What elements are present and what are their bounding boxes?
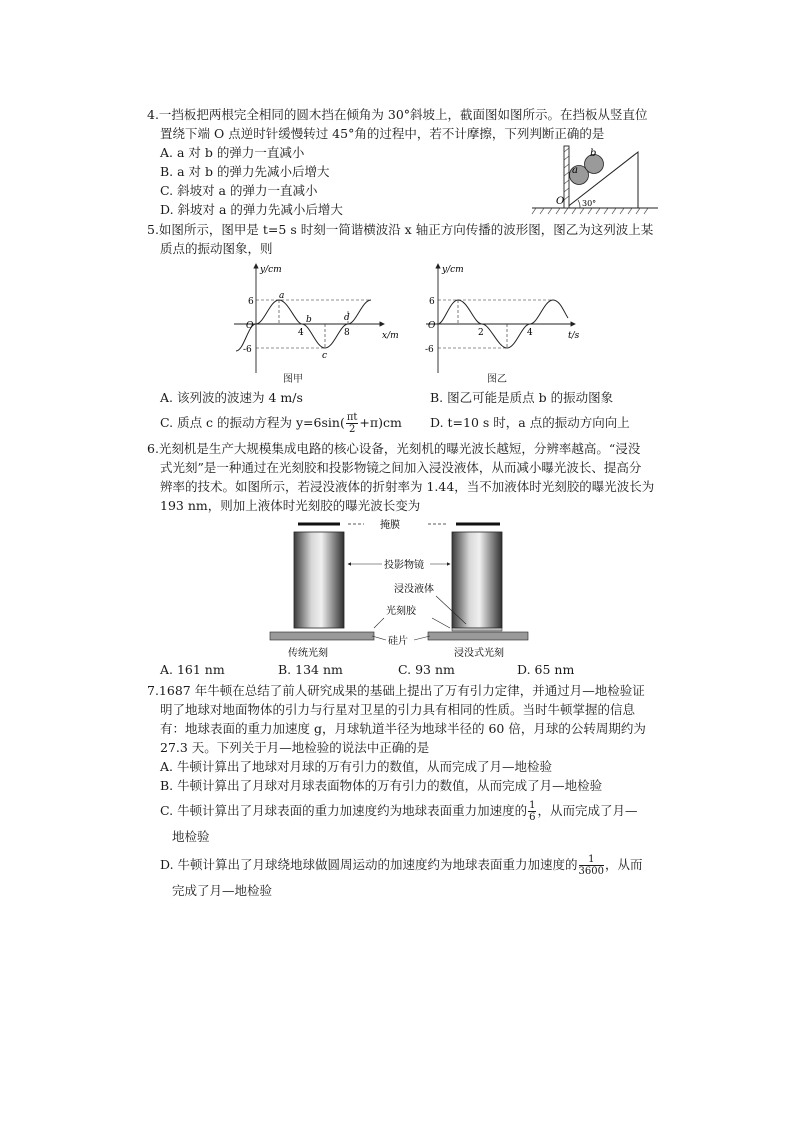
q4-option-c: C. 斜坡对 a 的弹力一直减小 — [160, 183, 318, 198]
q6-label-lens: 投影物镜 — [384, 560, 424, 571]
q5-jia-tick-minus-6: -6 — [243, 345, 252, 355]
q7-option-b: B. 牛顿计算出了月球对月球表面物体的万有引力的数值，从而完成了月—地检验 — [160, 778, 603, 793]
q5-option-c: C. 质点 c 的振动方程为 y=6sin( $\frac{\pi t}{2}$ +π)cm — [160, 412, 402, 435]
q6-wafer-left — [270, 632, 374, 640]
q6-label-mask: 掩膜 — [380, 520, 400, 531]
q6-caption-left: 传统光刻 — [288, 648, 328, 659]
q4-label-o: O — [556, 196, 565, 207]
q5-yi-ylabel: y/cm — [442, 265, 464, 275]
q7-option-d: D. 牛顿计算出了月球绕地球做圆周运动的加速度约为地球表面重力加速度的 $\frac{1}{3600}$ ，从而 — [160, 854, 643, 877]
q6-stem-line-4: 193 nm，则加上液体时光刻胶的曝光波长变为 — [160, 498, 421, 513]
q6-caption-right: 浸没式光刻 — [454, 648, 504, 659]
q6-lens-left — [294, 532, 344, 628]
q5-stem-line-2: 质点的振动图象，则 — [160, 241, 273, 256]
q6-stem-line-1: 6.光刻机是生产大规模集成电路的核心设备，光刻机的曝光波长越短，分辨率越高。“浸没 — [147, 441, 641, 456]
q5-jia-point-a: a — [279, 291, 285, 301]
q5-option-a: A. 该列波的波速为 4 m/s — [160, 390, 303, 405]
q5-yi-tick-2: 2 — [478, 328, 484, 338]
q5-jia-point-d: d — [344, 313, 350, 323]
q4-stem-line-1: 4.一挡板把两根完全相同的圆木挡在倾角为 30°斜坡上，截面图如图所示。在挡板从竖直位 — [147, 107, 648, 122]
q4-option-b: B. a 对 b 的弹力先减小后增大 — [160, 164, 330, 179]
q5-yi-tick-minus-6: -6 — [425, 345, 434, 355]
q7-option-d-fraction: $\frac{1}{3600}$ — [578, 854, 604, 877]
q4-label-a: a — [572, 165, 578, 176]
q4-option-a: A. a 对 b 的弹力一直减小 — [160, 145, 305, 160]
q5-option-c-fraction: $\frac{\pi t}{2}$ — [346, 412, 358, 435]
q6-option-b: B. 134 nm — [278, 662, 343, 677]
q5-yi-xlabel: t/s — [568, 331, 580, 341]
q4-incline-figure — [530, 140, 660, 216]
q6-option-a: A. 161 nm — [160, 662, 225, 677]
q5-jia-tick-8: 8 — [344, 328, 350, 338]
q7-option-c-line-2: 地检验 — [172, 829, 210, 844]
q5-jia-tick-4: 4 — [298, 328, 304, 338]
q5-figure-yi — [412, 258, 587, 380]
q5-yi-tick-4: 4 — [527, 328, 533, 338]
q7-stem-line-4: 27.3 天。下列关于月—地检验的说法中正确的是 — [160, 740, 430, 755]
q5-jia-origin: O — [246, 321, 254, 331]
q4-label-angle: 30° — [582, 199, 597, 208]
q5-stem-line-1: 5.如图所示，图甲是 t=5 s 时刻一简谐横波沿 x 轴正方向传播的波形图，图乙为这列波上某 — [147, 222, 654, 237]
q7-option-d-line-2: 完成了月—地检验 — [172, 883, 273, 898]
q7-option-c-fraction: $\frac{1}{6}$ — [529, 800, 536, 823]
q5-jia-ylabel: y/cm — [260, 265, 282, 275]
q6-wafer-right — [428, 632, 528, 640]
q5-option-b: B. 图乙可能是质点 b 的振动图象 — [430, 390, 614, 405]
q6-stem-line-3: 辨率的技术。如图所示，若浸没液体的折射率为 1.44，当不加液体时光刻胶的曝光波长为 — [160, 479, 655, 494]
q4-label-b: b — [590, 148, 597, 159]
q7-stem-line-1: 7.1687 年牛顿在总结了前人研究成果的基础上提出了万有引力定律，并通过月—地检验证 — [147, 683, 645, 698]
q5-jia-xlabel: x/m — [382, 331, 399, 341]
q6-label-wafer: 硅片 — [388, 636, 408, 647]
q7-option-a: A. 牛顿计算出了地球对月球的万有引力的数值，从而完成了月—地检验 — [160, 759, 552, 774]
q4-stem-line-2: 置绕下端 O 点逆时针缓慢转过 45°角的过程中，若不计摩擦，下列判断正确的是 — [160, 126, 605, 141]
q7-stem-line-3: 有：地球表面的重力加速度 g，月球轨道半径为地球半径的 60 倍，月球的公转周期约为 — [160, 721, 646, 736]
q7-stem-line-2: 明了地球对地面物体的引力与行星对卫星的引力具有相同的性质。当时牛顿掌握的信息 — [160, 702, 636, 717]
q6-lens-right — [452, 532, 502, 628]
q6-option-c: C. 93 nm — [398, 662, 455, 677]
q5-yi-caption: 图乙 — [487, 374, 507, 385]
q5-jia-point-c: c — [322, 351, 328, 361]
q5-yi-origin: O — [428, 321, 436, 331]
q7-option-c: C. 牛顿计算出了月球表面的重力加速度约为地球表面重力加速度的 $\frac{1}{6}$ ，从而完成了月— — [160, 800, 638, 823]
q5-yi-tick-6: 6 — [429, 297, 435, 307]
q6-option-d: D. 65 nm — [517, 662, 575, 677]
q6-lithography-figure — [268, 516, 530, 660]
q6-stem-line-2: 式光刻”是一种通过在光刻胶和投影物镜之间加入浸没液体，从而减小曝光波长、提高分 — [160, 460, 642, 475]
q6-liquid-layer — [452, 628, 502, 631]
q5-jia-tick-6: 6 — [248, 297, 254, 307]
q5-jia-point-b: b — [306, 315, 312, 325]
q5-figure-jia — [226, 258, 399, 380]
q6-label-resist: 光刻胶 — [386, 606, 416, 617]
q4-option-d: D. 斜坡对 a 的弹力先减小后增大 — [160, 202, 343, 217]
q5-jia-caption: 图甲 — [283, 374, 303, 385]
q5-option-d: D. t=10 s 时，a 点的振动方向向上 — [430, 415, 630, 430]
q6-label-liquid: 浸没液体 — [394, 584, 434, 595]
